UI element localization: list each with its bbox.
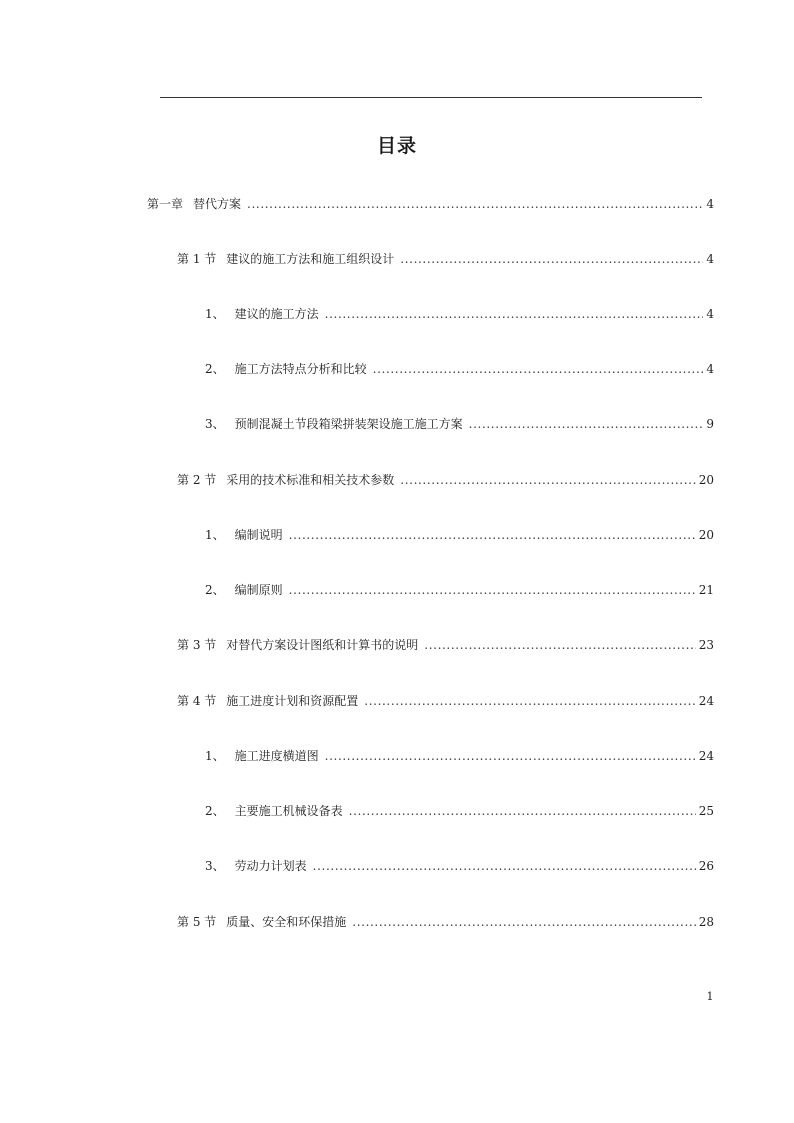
toc-entry-page: 9 xyxy=(706,417,714,431)
toc-entry-prefix: 1、 xyxy=(205,307,225,321)
toc-entry-page: 23 xyxy=(698,638,714,652)
toc-entry-page: 4 xyxy=(706,362,714,376)
dot-leader xyxy=(400,251,703,267)
toc-entry-prefix: 2、 xyxy=(205,583,225,597)
toc-entry-text: 劳动力计划表 xyxy=(234,859,307,873)
toc-entry-text: 建议的施工方法和施工组织设计 xyxy=(226,252,395,266)
toc-entry-text: 质量、安全和环保措施 xyxy=(226,915,347,929)
toc-entry-page: 4 xyxy=(706,197,714,211)
dot-leader xyxy=(325,306,704,322)
toc-entry-text: 施工方法特点分析和比较 xyxy=(234,362,367,376)
dot-leader xyxy=(313,858,696,874)
toc-entry-prefix: 第 2 节 xyxy=(177,473,217,487)
dot-leader xyxy=(364,693,695,709)
toc-title: 目录 xyxy=(376,135,417,157)
toc-entry-section-4[interactable] xyxy=(177,689,714,709)
toc-entry-prefix: 2、 xyxy=(205,804,225,818)
dot-leader xyxy=(289,582,696,598)
toc-entry-page: 21 xyxy=(698,583,714,597)
toc-entry-item-1-2[interactable] xyxy=(205,357,714,377)
toc-entry-page: 24 xyxy=(698,694,714,708)
toc-entry-section-5[interactable] xyxy=(177,910,714,930)
toc-entry-prefix: 1、 xyxy=(205,528,225,542)
dot-leader xyxy=(352,914,695,930)
toc-entry-page: 20 xyxy=(698,473,714,487)
toc-entry-text: 施工进度计划和资源配置 xyxy=(226,694,359,708)
dot-leader xyxy=(469,416,704,432)
dot-leader xyxy=(400,472,695,488)
toc-entry-text: 替代方案 xyxy=(193,197,242,211)
toc-entry-item-2-1[interactable] xyxy=(205,523,714,543)
toc-entry-section-1[interactable] xyxy=(177,247,714,267)
toc-entry-prefix: 第 4 节 xyxy=(177,694,217,708)
toc-entry-item-2-2[interactable] xyxy=(205,578,714,598)
dot-leader xyxy=(289,527,696,543)
toc-entry-item-4-3[interactable] xyxy=(205,854,714,874)
toc-entry-text: 编制说明 xyxy=(234,528,283,542)
toc-entry-section-2[interactable] xyxy=(177,468,714,488)
page-number: 1 xyxy=(706,990,714,1003)
toc-entry-prefix: 3、 xyxy=(205,417,225,431)
toc-entry-prefix: 第 5 节 xyxy=(177,915,217,929)
toc-entry-prefix: 第 1 节 xyxy=(177,252,217,266)
toc-entry-section-3[interactable] xyxy=(177,633,714,653)
toc-entry-page: 28 xyxy=(698,915,714,929)
toc-entry-text: 采用的技术标准和相关技术参数 xyxy=(226,473,395,487)
dot-leader xyxy=(373,361,704,377)
dot-leader xyxy=(424,637,695,653)
toc-entry-prefix: 2、 xyxy=(205,362,225,376)
toc-entry-text: 建议的施工方法 xyxy=(234,307,319,321)
dot-leader xyxy=(349,803,696,819)
toc-entry-page: 4 xyxy=(706,252,714,266)
toc-entry-item-1-3[interactable] xyxy=(205,412,714,432)
toc-entry-prefix: 第 3 节 xyxy=(177,638,217,652)
toc-entry-prefix: 3、 xyxy=(205,859,225,873)
toc-entry-text: 预制混凝土节段箱梁拼装架设施工施工方案 xyxy=(234,417,463,431)
toc-entry-page: 25 xyxy=(698,804,714,818)
toc-entry-item-4-2[interactable] xyxy=(205,799,714,819)
toc-entry-prefix: 第一章 xyxy=(147,197,184,211)
toc-entry-page: 4 xyxy=(706,307,714,321)
toc-entry-page: 20 xyxy=(698,528,714,542)
toc-entry-text: 对替代方案设计图纸和计算书的说明 xyxy=(226,638,419,652)
toc-entry-page: 26 xyxy=(698,859,714,873)
toc-entry-prefix: 1、 xyxy=(205,749,225,763)
toc-entry-text: 施工进度横道图 xyxy=(234,749,319,763)
toc-entry-text: 编制原则 xyxy=(234,583,283,597)
toc-entry-text: 主要施工机械设备表 xyxy=(234,804,343,818)
dot-leader xyxy=(247,196,703,212)
toc-entry-item-4-1[interactable] xyxy=(205,744,714,764)
dot-leader xyxy=(325,748,696,764)
toc-entry-chapter-1[interactable] xyxy=(147,192,714,212)
toc-entry-page: 24 xyxy=(698,749,714,763)
header-rule xyxy=(160,97,702,98)
toc-entry-item-1-1[interactable] xyxy=(205,302,714,322)
